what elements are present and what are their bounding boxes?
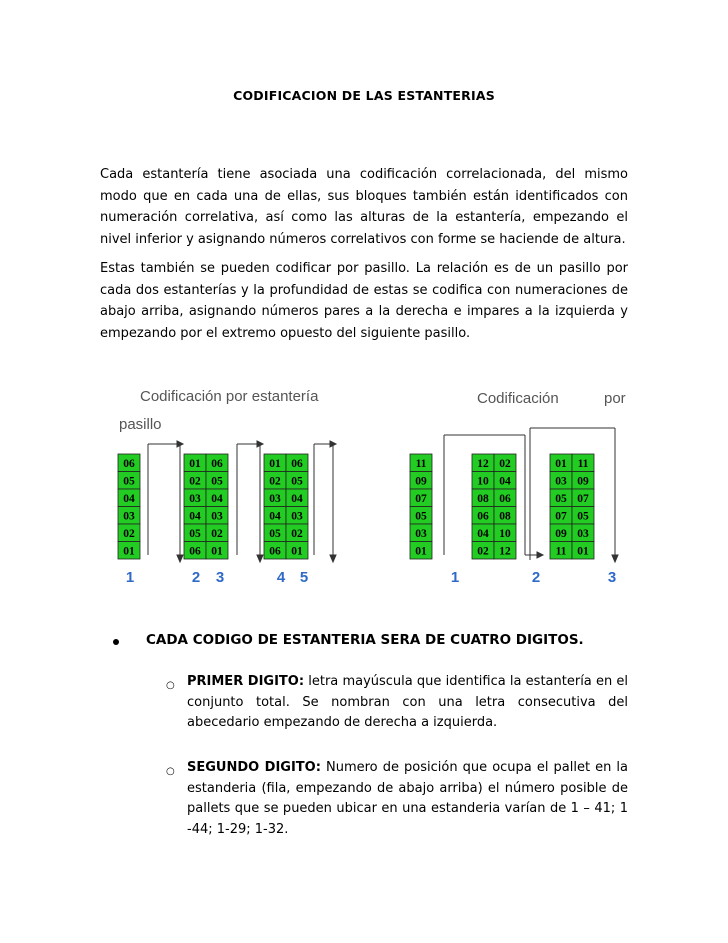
left-double-shelf-1-a-label: 02 — [189, 475, 201, 488]
right-double-shelf-2-a-label: 03 — [555, 475, 567, 488]
left-figure-title: Codificación por estantería — [140, 388, 319, 405]
bullet-dot — [113, 639, 119, 645]
left-double-shelf-2-a-label: 02 — [269, 475, 281, 488]
sub-bullet-icon: ○ — [166, 766, 175, 777]
left-aisle-number: 4 — [276, 569, 286, 586]
sub-bullet-icon: ○ — [166, 680, 175, 691]
sub-item-1-bold: PRIMER DIGITO: — [187, 674, 305, 689]
right-single-shelf-label: 07 — [415, 493, 427, 505]
right-double-shelf-2-a-label: 01 — [555, 458, 567, 470]
right-double-shelf-1-a-label: 12 — [477, 458, 489, 470]
right-double-shelf-2-a-label: 07 — [555, 510, 567, 523]
right-double-shelf-1-b-label: 04 — [499, 475, 511, 488]
left-double-shelf-1-a-label: 04 — [189, 510, 201, 523]
left-double-shelf-1-a-label: 05 — [189, 528, 201, 540]
right-double-shelf-2-b-label: 11 — [577, 458, 589, 470]
right-double-shelf-1-b-label: 10 — [499, 528, 511, 540]
right-single-shelf-label: 09 — [415, 475, 427, 488]
right-double-shelf-2-a-label: 09 — [555, 528, 567, 540]
right-double-shelf-1-a-label: 08 — [477, 493, 489, 505]
left-double-shelf-1-b-label: 06 — [211, 458, 223, 470]
right-double-shelf-1-b-label: 06 — [499, 493, 511, 505]
sub-item-1-body: letra mayúscula que identifica la estantería en el conjunto total. Se nombran con una letra consecutiva del abecedario empezando de derecha a izquierda. — [187, 674, 629, 730]
main-bullet-text: CADA CODIGO DE ESTANTERIA SERA DE CUATRO DIGITOS. — [146, 632, 584, 648]
right-aisle-number: 3 — [607, 569, 617, 586]
sub-item-2-text — [187, 758, 628, 840]
sub-item-2-body: Numero de posición que ocupa el pallet en la estanderia (fila, empezando de abajo arriba) el número posible de pallets que se pueden ubicar en una estanderia varían de 1 – 41; 1 -44; 1-29; 1-32. — [187, 760, 628, 837]
paragraph-2: Estas también se pueden codificar por pasillo. La relación es de un pasillo por cada dos estanterías y la profundidad de estas se codifica con numeraciones de abajo arriba, asignando números pares a la derecha e impares a la izquierda y empezando por el extremo opuesto del siguiente pasillo. — [100, 261, 628, 341]
left-double-shelf-1-a-label: 03 — [189, 493, 201, 505]
page-title: CODIFICACION DE LAS ESTANTERIAS — [233, 88, 495, 103]
right-double-shelf-2-a-label: 11 — [555, 545, 567, 558]
left-double-shelf-2-b-label: 05 — [291, 475, 303, 488]
left-aisle-number: 5 — [299, 569, 309, 586]
right-aisle-number: 1 — [450, 569, 460, 586]
left-double-shelf-2-a-label: 04 — [269, 510, 281, 523]
left-aisle-number: 1 — [125, 569, 135, 586]
left-double-shelf-2-b-label: 01 — [291, 545, 303, 558]
right-double-shelf-1-a-label: 10 — [477, 475, 489, 488]
shelf-coding-figure — [100, 380, 640, 590]
paragraph-1: Cada estantería tiene asociada una codificación correlacionada, del mismo modo que en cada una de ellas, sus bloques también están identificados con numeración correlativa, así como las alturas de la estantería, empezando el nivel inferior y asignando números correlativos con forme se haciende de altura. — [100, 167, 628, 247]
left-double-shelf-2-a-label: 01 — [269, 458, 281, 470]
left-single-shelf-label: 06 — [123, 458, 135, 470]
left-double-shelf-2-a-label: 03 — [269, 493, 281, 505]
shelf-diagram — [100, 380, 640, 590]
right-double-shelf-1-a-label: 06 — [477, 510, 489, 523]
right-single-shelf-label: 03 — [415, 528, 427, 540]
sub-item-2-bold: SEGUNDO DIGITO: — [187, 760, 321, 775]
left-single-shelf-label: 01 — [123, 545, 135, 558]
right-double-shelf-2-b-label: 07 — [577, 493, 589, 505]
right-double-shelf-1-a-label: 04 — [477, 528, 489, 540]
right-single-shelf-label: 01 — [415, 545, 427, 558]
right-single-shelf-label: 05 — [415, 510, 427, 523]
right-double-shelf-2-b-label: 09 — [577, 475, 589, 488]
left-double-shelf-2-a-label: 06 — [269, 545, 281, 558]
left-double-shelf-2-b-label: 03 — [291, 510, 303, 523]
left-single-shelf-label: 04 — [123, 493, 135, 505]
right-double-shelf-2-b-label: 03 — [577, 528, 589, 540]
left-single-shelf-label: 03 — [123, 510, 135, 523]
left-double-shelf-1-b-label: 01 — [211, 545, 223, 558]
left-single-shelf-label: 05 — [123, 475, 135, 488]
right-aisle-number: 2 — [531, 569, 541, 586]
right-double-shelf-2-b-label: 05 — [577, 510, 589, 523]
right-double-shelf-1-b-label: 08 — [499, 510, 511, 523]
left-double-shelf-2-b-label: 02 — [291, 528, 303, 540]
right-double-shelf-1-a-label: 02 — [477, 545, 489, 558]
right-double-shelf-2-a-label: 05 — [555, 493, 567, 505]
sub-item-1-text — [187, 672, 628, 734]
left-double-shelf-1-a-label: 01 — [189, 458, 201, 470]
left-double-shelf-1-b-label: 04 — [211, 493, 223, 505]
left-aisle-number: 2 — [191, 569, 201, 586]
left-double-shelf-1-a-label: 06 — [189, 545, 201, 558]
left-double-shelf-2-a-label: 05 — [269, 528, 281, 540]
left-double-shelf-2-b-label: 04 — [291, 493, 303, 505]
right-double-shelf-1-b-label: 02 — [499, 458, 511, 470]
right-double-shelf-2-b-label: 01 — [577, 545, 589, 558]
right-double-shelf-1-b-label: 12 — [499, 545, 511, 558]
left-double-shelf-1-b-label: 05 — [211, 475, 223, 488]
left-double-shelf-2-b-label: 06 — [291, 458, 303, 470]
left-aisle-number: 3 — [215, 569, 225, 586]
left-double-shelf-1-b-label: 03 — [211, 510, 223, 523]
left-double-shelf-1-b-label: 02 — [211, 528, 223, 540]
right-figure-title: Codificación — [477, 390, 559, 407]
left-figure-title-2: pasillo — [119, 416, 162, 433]
right-single-shelf-label: 11 — [415, 458, 427, 470]
left-single-shelf-label: 02 — [123, 528, 135, 540]
right-figure-title-2: por — [604, 390, 626, 407]
